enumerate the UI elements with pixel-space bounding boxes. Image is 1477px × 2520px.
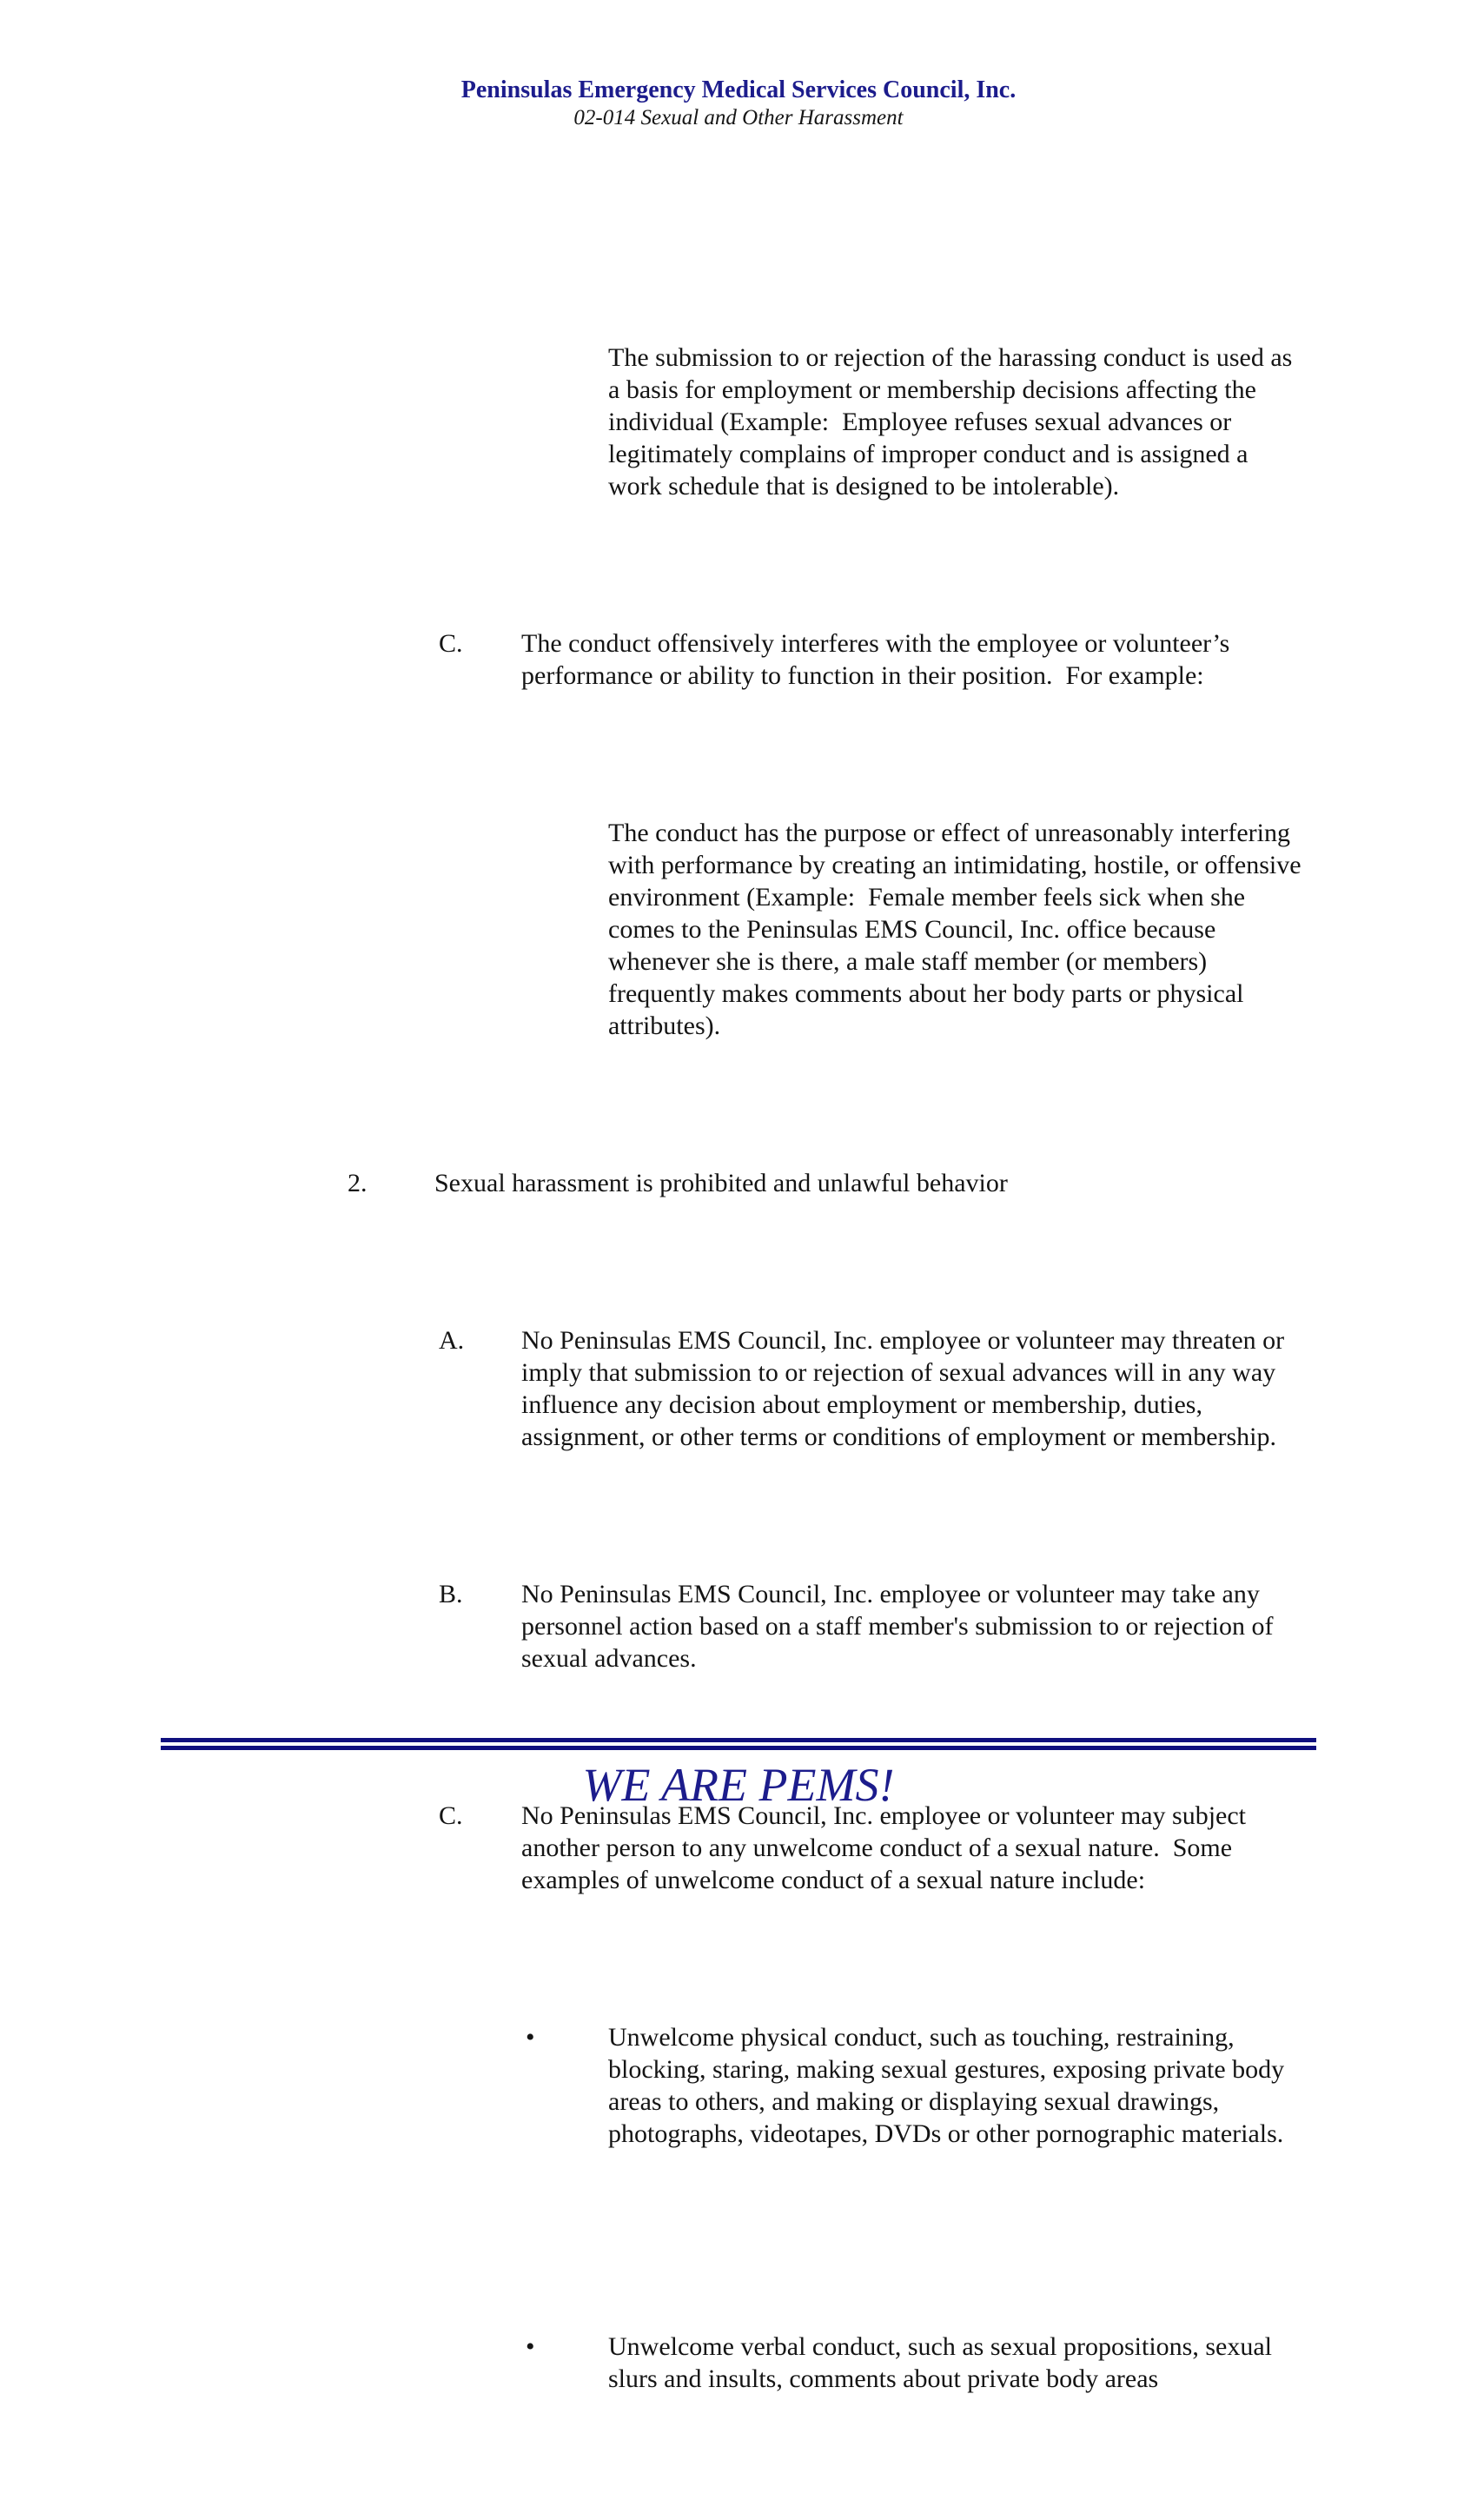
list-marker: B. xyxy=(439,1580,463,1608)
list-item-text: The conduct offensively interferes with the employee or volunteer’s performance or ability to function in their position. For example: xyxy=(521,629,1236,690)
bullet-icon: • xyxy=(526,2023,535,2052)
list-item-text: No Peninsulas EMS Council, Inc. employee or volunteer may threaten or imply that submission to or rejection of sexual advances will in any way influence any decision about employment or membership, duties, assignment, or other terms or conditions of employment or membership. xyxy=(521,1326,1291,1451)
list-marker: 2. xyxy=(348,1169,368,1197)
list-marker: C. xyxy=(439,1801,463,1830)
motto-text: WE ARE PEMS! xyxy=(582,1759,895,1811)
bullet-item-text: Unwelcome verbal conduct, such as sexual propositions, sexual slurs and insults, comments about private body areas xyxy=(608,2332,1279,2393)
paragraph-basis-for-decisions: The submission to or rejection of the harassing conduct is used as a basis for employment or membership decisions affecting the individual (Example: Employee refuses sexual advances or legitimately complains of improper conduct and is assigned a work schedule that is designed to be intolerable). xyxy=(608,343,1299,501)
list-item-c-no-unwelcome-conduct xyxy=(439,1800,1477,1896)
bullet-icon: • xyxy=(526,2332,535,2361)
list-marker: A. xyxy=(439,1326,465,1355)
list-item-text: No Peninsulas EMS Council, Inc. employee or volunteer may subject another person to any unwelcome conduct of a sexual nature. Some examples of unwelcome conduct of a sexual nature include: xyxy=(521,1801,1253,1894)
list-item-2-harassment-prohibited xyxy=(348,1167,1477,1199)
list-marker: C. xyxy=(439,629,463,658)
policy-body xyxy=(0,245,1477,2520)
list-item-a-no-threats xyxy=(439,1324,1477,1453)
footer-double-rule xyxy=(161,1738,1316,1750)
bullet-item-physical-conduct xyxy=(526,2021,1477,2150)
org-name: Peninsulas Emergency Medical Services Council, Inc. xyxy=(460,76,1017,103)
list-item-b-no-personnel-action xyxy=(439,1578,1477,1674)
list-item-c-conduct-interferes xyxy=(439,627,1477,692)
page-footer xyxy=(161,1738,1316,1813)
bullet-item-text: Unwelcome physical conduct, such as touching, restraining, blocking, staring, making sexual gestures, exposing private body areas to others, and making or displaying sexual drawings, photographs, videotapes, DVDs or other pornographic materials. xyxy=(608,2023,1291,2148)
bullet-item-verbal-conduct xyxy=(526,2331,1477,2395)
doc-title: 02-014 Sexual and Other Harassment xyxy=(573,106,904,129)
list-item-text: No Peninsulas EMS Council, Inc. employee or volunteer may take any personnel action based on a staff member's submission to or rejection of sexual advances. xyxy=(521,1580,1280,1673)
page-header xyxy=(0,0,1477,130)
paragraph-purpose-or-effect: The conduct has the purpose or effect of unreasonably interfering with performance by creating an intimidating, hostile, or offensive environment (Example: Female member feels sick when she comes to the Peninsulas EMS Council, Inc. office because whenever she is there, a male staff member (or members) frequently makes comments about her body parts or physical attributes). xyxy=(608,819,1308,1040)
list-item-text: Sexual harassment is prohibited and unlawful behavior xyxy=(434,1169,1008,1197)
